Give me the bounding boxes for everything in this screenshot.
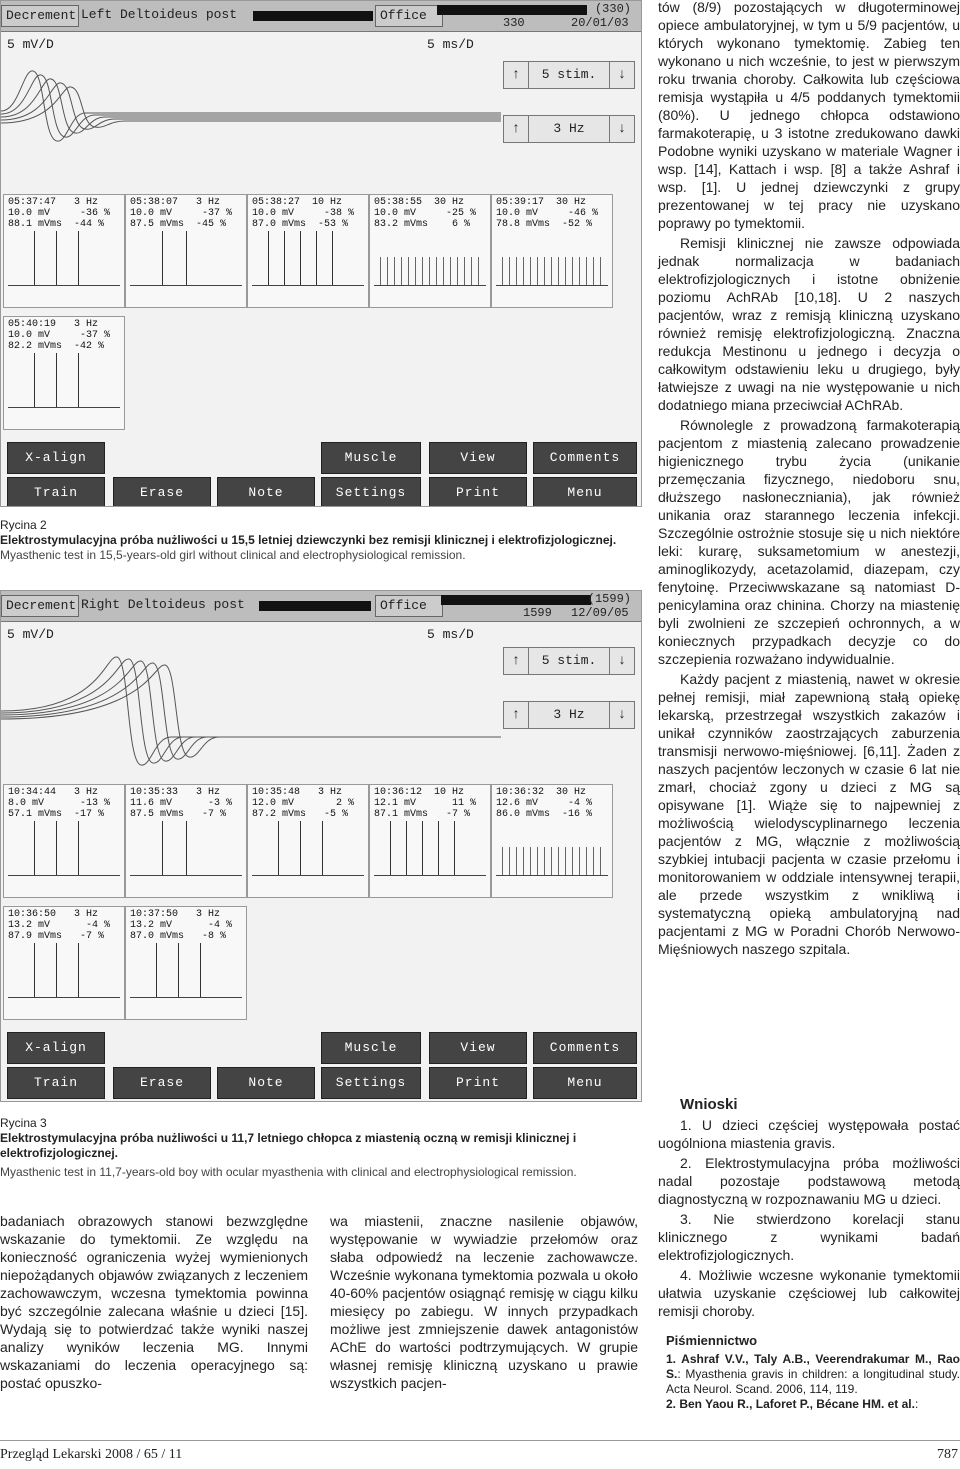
- exam-date: 20/01/03: [571, 16, 629, 30]
- thumb-freq: 30 Hz: [434, 197, 465, 208]
- thumb-amp: 13.2 mV: [8, 920, 51, 931]
- decrement-label: Decrement: [1, 5, 79, 27]
- thumb-pct1: -4 %: [568, 798, 593, 809]
- spike-train: [380, 257, 484, 285]
- thumb-area: 83.2 mVms: [374, 219, 429, 230]
- train-thumbnail[interactable]: [369, 194, 491, 308]
- x-scale: 5 ms/D: [427, 627, 474, 642]
- baseline: [8, 875, 120, 876]
- spike: [78, 943, 79, 997]
- thumb-pct2: -7 %: [202, 809, 227, 820]
- thumb-pct2: -42 %: [74, 341, 105, 352]
- spike: [56, 353, 57, 407]
- freq-value: 3 Hz: [553, 121, 585, 136]
- baseline: [130, 997, 242, 998]
- body-column-right: [658, 0, 960, 960]
- baseline: [8, 997, 120, 998]
- spike: [186, 821, 187, 875]
- baseline: [496, 875, 608, 876]
- ref-authors: 2. Ben Yaou R., Laforet P., Bécane HM. et al.: [666, 1397, 915, 1411]
- train-thumbnail[interactable]: [125, 784, 247, 898]
- caption-polish: Elektrostymulacyjna próba nużliwości u 15,5 letniej dziewczynki bez remisji klinicznej i elektrofizjologicznej.: [0, 533, 617, 547]
- conclusion-item: 4. Możliwie wczesne wykonanie tymektomii ułatwia uzyskanie częściowej lub całkowitej remisji choroby.: [658, 1267, 960, 1319]
- thumb-freq: 10 Hz: [312, 197, 343, 208]
- thumb-time: 10:35:33: [130, 787, 179, 798]
- patient-id: 330: [503, 16, 525, 30]
- conclusion-item: 2. Elektrostymulacyjna próba możliwości nadal pozostaje podstawową metodą diagnostyczną w rozpoznawaniu MG u dzieci.: [658, 1155, 960, 1207]
- decrement-label: Decrement: [1, 595, 79, 617]
- thumb-amp: 11.6 mV: [130, 798, 173, 809]
- baseline: [130, 875, 242, 876]
- body-column-left: [0, 1212, 308, 1394]
- view-button[interactable]: View: [429, 442, 527, 474]
- thumb-pct1: -13 %: [80, 798, 111, 809]
- thumb-pct1: -25 %: [446, 208, 477, 219]
- muscle-button[interactable]: Muscle: [321, 1032, 421, 1064]
- thumb-amp: 12.6 mV: [496, 798, 539, 809]
- thumb-amp: 10.0 mV: [8, 330, 51, 341]
- thumb-time: 10:35:48: [252, 787, 301, 798]
- spike: [332, 231, 333, 285]
- spike: [56, 821, 57, 875]
- patient-id-top: (330): [594, 2, 631, 16]
- thumb-time: 10:37:50: [130, 909, 179, 920]
- spike: [178, 943, 179, 997]
- stim-stepper[interactable]: [503, 647, 635, 675]
- body-paragraph: badaniach obrazowych stanowi bezwzględne wskazanie do tymektomii. Ze względu na konieczność ograniczenia wyżej wymienionych niepożądanych objawów związanych z leczeniem zachowawczym, wczesna tymektomia powinna być szczególnie zalecana właśnie u dzieci [15]. Wydają się to potwierdzać także wyniki naszej analizy wyników leczenia MG. Innymi wskazaniami do leczenia operacyjnego są: postać opuszko-: [0, 1213, 308, 1391]
- thumb-area: 87.1 mVms: [374, 809, 429, 820]
- conclusion-item: 3. Nie stwierdzono korelacji stanu klinicznego z wynikami badań elektrofizjologicznych.: [658, 1211, 960, 1263]
- up-arrow-icon[interactable]: ↑: [504, 702, 529, 728]
- ref-text: : Myasthenia gravis in children: a longitudinal study. Acta Neurol. Scand. 2006, 114, 119.: [666, 1367, 960, 1396]
- thumb-time: 05:39:17: [496, 197, 545, 208]
- caption-polish: Elektrostymulacyjna próba nużliwości u 11,7 letniego chłopca z miastenią oczną w remisji klinicznej i elektrofizjologicznej.: [0, 1131, 577, 1160]
- train-button[interactable]: Train: [7, 477, 105, 507]
- train-thumbnail[interactable]: [3, 194, 125, 308]
- train-thumbnail[interactable]: [247, 194, 369, 308]
- note-button[interactable]: Note: [217, 1067, 315, 1099]
- spike: [34, 821, 35, 875]
- office-label: Office: [375, 5, 443, 27]
- thumb-amp: 10.0 mV: [252, 208, 295, 219]
- thumb-pct1: -4 %: [208, 920, 233, 931]
- caption-english: Myasthenic test in 15,5-years-old girl without clinical and electrophysiological remission.: [0, 548, 466, 562]
- thumb-time: 05:38:27: [252, 197, 301, 208]
- thumb-freq: 3 Hz: [318, 787, 343, 798]
- baseline: [252, 285, 364, 286]
- spike: [390, 821, 391, 875]
- emg-titlebar: [1, 591, 641, 622]
- down-arrow-icon[interactable]: ↓: [609, 648, 634, 674]
- spike: [316, 231, 317, 285]
- up-arrow-icon[interactable]: ↑: [504, 62, 529, 88]
- spike: [34, 943, 35, 997]
- thumb-amp: 10.0 mV: [374, 208, 417, 219]
- spike: [300, 231, 301, 285]
- thumb-pct1: -37 %: [80, 330, 111, 341]
- thumb-time: 10:36:32: [496, 787, 545, 798]
- freq-stepper[interactable]: [503, 115, 635, 143]
- spike: [78, 353, 79, 407]
- thumb-time: 05:37:47: [8, 197, 57, 208]
- thumb-amp: 10.0 mV: [496, 208, 539, 219]
- reference-item: [666, 1397, 960, 1412]
- thumb-amp: 12.0 mV: [252, 798, 295, 809]
- menu-button[interactable]: Menu: [533, 1067, 637, 1099]
- thumb-freq: 3 Hz: [74, 319, 99, 330]
- thumb-pct1: -36 %: [80, 208, 111, 219]
- references-heading: Piśmiennictwo: [666, 1333, 758, 1348]
- spike: [300, 821, 301, 875]
- x-align-button[interactable]: X-align: [7, 442, 105, 474]
- baseline: [252, 875, 364, 876]
- spike: [78, 821, 79, 875]
- thumb-time: 05:40:19: [8, 319, 57, 330]
- stim-value: 5 stim.: [541, 67, 597, 82]
- thumb-amp: 8.0 mV: [8, 798, 45, 809]
- x-align-button[interactable]: X-align: [7, 1032, 105, 1064]
- thumb-pct2: -7 %: [446, 809, 471, 820]
- redaction-bar: [259, 601, 371, 611]
- thumb-time: 10:36:12: [374, 787, 423, 798]
- body-paragraph: wa miastenii, znaczne nasilenie objawów, występowanie w wywiadzie przełomów oraz słaba odpowiedź na leczenie zachowawcze. Wcześnie wykonana tymektomia pozwala u około 40-60% pacjentów osiągnąć remisję w ciągu kilku miesięcy po zabiegu. W innych przypadkach możliwe jest zmniejszenie dawek antagonistów AChE do wartości podtrzymujących. W grupie własnej remisję kliniczną uzyskano u prawie wszystkich pacjen-: [330, 1213, 638, 1391]
- caption-label: Rycina 3: [0, 1116, 47, 1130]
- thumb-freq: 3 Hz: [196, 197, 221, 208]
- train-button[interactable]: Train: [7, 1067, 105, 1099]
- spike: [200, 943, 201, 997]
- waveform-plot: [1, 641, 501, 771]
- train-thumbnail[interactable]: [247, 784, 369, 898]
- thumb-freq: 3 Hz: [196, 787, 221, 798]
- spike: [78, 231, 79, 285]
- spike: [56, 231, 57, 285]
- thumb-area: 82.2 mVms: [8, 341, 63, 352]
- thumb-pct2: -8 %: [202, 931, 227, 942]
- thumb-pct1: -37 %: [202, 208, 233, 219]
- thumb-freq: 30 Hz: [556, 787, 587, 798]
- comments-button[interactable]: Comments: [533, 442, 637, 474]
- spike: [34, 353, 35, 407]
- thumb-pct2: -45 %: [196, 219, 227, 230]
- freq-value: 3 Hz: [553, 707, 585, 722]
- conclusion-item: 1. U dzieci częściej występowała postać uogólniona miastenia gravis.: [658, 1117, 960, 1151]
- thumb-area: 78.8 mVms: [496, 219, 551, 230]
- comments-button[interactable]: Comments: [533, 1032, 637, 1064]
- redaction-bar: [441, 595, 591, 605]
- print-button[interactable]: Print: [429, 477, 527, 507]
- thumb-pct1: -4 %: [86, 920, 111, 931]
- stim-value: 5 stim.: [541, 653, 597, 668]
- muscle-label: Right Deltoideus post: [81, 597, 245, 612]
- thumb-pct1: -46 %: [568, 208, 599, 219]
- muscle-button[interactable]: Muscle: [321, 442, 421, 474]
- thumb-time: 10:36:50: [8, 909, 57, 920]
- body-paragraph: Remisji klinicznej nie zawsze odpowiada jednak normalizacja w badaniach elektrofizjologicznych i istotne obniżenie poziomu AchRAb [10,18]. U 2 naszych pacjentów, wraz z remisją kliniczną uzyskano również remisję elektrofizjologiczną. Znaczna redukcja Mestinonu u jednego i decyzja o całkowitym odstawieniu leku u drugiego, były łatwiejsze z uwagi na nie występowanie u nich dodatniego miana przeciwciał AChRAb.: [658, 235, 960, 413]
- baseline: [8, 285, 120, 286]
- down-arrow-icon[interactable]: ↓: [609, 62, 634, 88]
- section-heading: Wnioski: [680, 1096, 738, 1113]
- spike: [268, 231, 269, 285]
- spike: [322, 821, 323, 875]
- spike: [422, 821, 423, 875]
- train-thumbnail[interactable]: [3, 316, 125, 430]
- spike: [406, 821, 407, 875]
- thumb-amp: 10.0 mV: [130, 208, 173, 219]
- train-thumbnail[interactable]: [3, 784, 125, 898]
- thumb-amp: 13.2 mV: [130, 920, 173, 931]
- thumb-area: 87.0 mVms: [130, 931, 185, 942]
- stim-stepper[interactable]: [503, 61, 635, 89]
- body-paragraph: Równolegle z prowadzoną farmakoterapią pacjentom z miastenią zalecano prowadzenie higienicznego trybu życia (unikanie przemęczania fizycznego, niedoboru snu, dłuższego nasłoneczniania), jak również unikania oraz starannego leczenia infekcji. Szczególnie ostrożnie stosuje się u nich niektóre leki: kurarę, suksametomium w anestezji, aminoglikozydy, acetazolamid, diazepam, czy fenytoinę. Przeciwwskazane są natomiast D-penicylamina oraz chinina. Chorzy na miastenię byli zwolnieni ze szczepień ochronnych, a w koniecznych przypadkach decyzje co do szczepienia rozważano indywidualnie.: [658, 417, 960, 667]
- spike: [438, 821, 439, 875]
- train-thumbnail[interactable]: [125, 906, 247, 1020]
- settings-button[interactable]: Settings: [321, 477, 421, 507]
- thumb-pct2: 6 %: [452, 219, 471, 230]
- thumb-area: 87.0 mVms: [252, 219, 307, 230]
- print-button[interactable]: Print: [429, 1067, 527, 1099]
- figure-caption: [0, 518, 640, 563]
- spike-train: [502, 257, 606, 285]
- spike: [162, 231, 163, 285]
- up-arrow-icon[interactable]: ↑: [504, 116, 529, 142]
- spike-train: [502, 847, 606, 875]
- emg-figure-1: [0, 0, 642, 507]
- thumb-freq: 3 Hz: [74, 909, 99, 920]
- thumb-freq: 3 Hz: [74, 787, 99, 798]
- thumb-amp: 10.0 mV: [8, 208, 51, 219]
- thumb-freq: 3 Hz: [196, 909, 221, 920]
- thumb-pct1: 11 %: [452, 798, 477, 809]
- thumb-area: 87.2 mVms: [252, 809, 307, 820]
- spike: [454, 821, 455, 875]
- train-thumbnail[interactable]: [491, 784, 613, 898]
- spike: [162, 821, 163, 875]
- view-button[interactable]: View: [429, 1032, 527, 1064]
- page-number: 787: [937, 1447, 958, 1462]
- baseline: [374, 285, 486, 286]
- thumb-pct1: -38 %: [324, 208, 355, 219]
- body-column-middle: [330, 1212, 638, 1394]
- reference-item: [666, 1352, 960, 1397]
- redaction-bar: [253, 11, 373, 21]
- spike: [278, 821, 279, 875]
- note-button[interactable]: Note: [217, 477, 315, 507]
- y-scale: 5 mV/D: [7, 627, 54, 642]
- thumb-pct2: -44 %: [74, 219, 105, 230]
- thumb-amp: 12.1 mV: [374, 798, 417, 809]
- thumb-area: 87.5 mVms: [130, 809, 185, 820]
- train-thumbnail[interactable]: [3, 906, 125, 1020]
- thumb-area: 88.1 mVms: [8, 219, 63, 230]
- erase-button[interactable]: Erase: [113, 1067, 211, 1099]
- thumb-area: 57.1 mVms: [8, 809, 63, 820]
- spike: [156, 943, 157, 997]
- office-label: Office: [375, 595, 443, 617]
- thumb-pct1: -3 %: [208, 798, 233, 809]
- baseline: [8, 407, 120, 408]
- spike: [56, 943, 57, 997]
- journal-footer: Przegląd Lekarski 2008 / 65 / 11: [0, 1447, 183, 1462]
- waveform-plot: [1, 51, 501, 181]
- thumb-pct2: -16 %: [562, 809, 593, 820]
- baseline: [374, 875, 486, 876]
- x-scale: 5 ms/D: [427, 37, 474, 52]
- thumb-pct2: -17 %: [74, 809, 105, 820]
- thumb-freq: 3 Hz: [74, 197, 99, 208]
- muscle-label: Left Deltoideus post: [81, 7, 238, 22]
- spike: [186, 231, 187, 285]
- body-paragraph: tów (8/9) pozostających w długoterminowej opiece ambulatoryjnej, w tym u 5/9 pacjentów, u których wykonano tymektomię. Zabieg ten wykonano u nich wcześnie, to jest w pierwszym roku trwania choroby. Całkowita lub częściowa remisja wystąpiła u 4/5 poddanych tymektomii (80%). U jednego chłopca odstawiono farmakoterapię, u 3 istotne zredukowano dawki Podobne wyniki uzyskano w materiale Wagner i wsp. [14], Kattach i wsp. [8] a także Ashraf i wsp. [1]. U jednej dziewczynki z grupy prezentowanej w tej pracy nie uzyskano poprawy po tymektomii.: [658, 0, 960, 231]
- conclusions-section: [658, 1088, 960, 1412]
- freq-stepper[interactable]: [503, 701, 635, 729]
- settings-button[interactable]: Settings: [321, 1067, 421, 1099]
- up-arrow-icon[interactable]: ↑: [504, 648, 529, 674]
- redaction-bar: [437, 5, 587, 15]
- thumb-pct2: -5 %: [324, 809, 349, 820]
- thumb-time: 05:38:07: [130, 197, 179, 208]
- baseline: [496, 285, 608, 286]
- footer-rule: [0, 1440, 960, 1441]
- ref-text: :: [914, 1397, 919, 1411]
- menu-button[interactable]: Menu: [533, 477, 637, 507]
- exam-date: 12/09/05: [571, 606, 629, 620]
- thumb-time: 05:38:55: [374, 197, 423, 208]
- caption-label: Rycina 2: [0, 518, 47, 532]
- patient-id-top: (1599): [587, 592, 631, 606]
- train-thumbnail[interactable]: [491, 194, 613, 308]
- thumb-area: 87.5 mVms: [130, 219, 185, 230]
- emg-figure-2: [0, 590, 642, 1102]
- thumb-pct2: -7 %: [80, 931, 105, 942]
- thumb-time: 10:34:44: [8, 787, 57, 798]
- erase-button[interactable]: Erase: [113, 477, 211, 507]
- thumb-pct1: 2 %: [336, 798, 355, 809]
- down-arrow-icon[interactable]: ↓: [609, 116, 634, 142]
- body-paragraph: Każdy pacjent z miastenią, nawet w okresie pełnej remisji, miał zapewnioną stałą opiekę lekarską, przestrzegał wszystkich zakazów i unikał czynników zaostrzających zaburzenia transmisji nerwowo-mięśniowej. [6,11]. Żaden z naszych pacjentów leczonych w czasie 6 lat nie zmarł, chociaż zgony u dzieci z MG są opisywane [1]. Wiąże się to najpewniej z możliwością wielodyscyplinarnego leczenia pacjentów z MG, włącznie z możliwością szybkiej intubacji pacjenta w czasie przełomu i monitorowaniem w oddziale intensywnej terapii, ale przede wszystkim z wnikliwą i systematyczną opieką ambulatoryjną nad pacjentami z MG w Poradni Chorób Nerwowo-Mięśniowych naszego szpitala.: [658, 671, 960, 957]
- baseline: [130, 285, 242, 286]
- thumb-freq: 30 Hz: [556, 197, 587, 208]
- emg-titlebar: [1, 1, 641, 32]
- thumb-pct2: -52 %: [562, 219, 593, 230]
- train-thumbnail[interactable]: [369, 784, 491, 898]
- thumb-area: 87.9 mVms: [8, 931, 63, 942]
- patient-id: 1599: [523, 606, 552, 620]
- down-arrow-icon[interactable]: ↓: [609, 702, 634, 728]
- spike: [284, 231, 285, 285]
- figure-caption: [0, 1116, 640, 1180]
- thumb-pct2: -53 %: [318, 219, 349, 230]
- thumb-area: 86.0 mVms: [496, 809, 551, 820]
- caption-english: Myasthenic test in 11,7-years-old boy with ocular myasthenia with clinical and electrophysiological remission.: [0, 1165, 577, 1179]
- thumb-freq: 10 Hz: [434, 787, 465, 798]
- y-scale: 5 mV/D: [7, 37, 54, 52]
- train-thumbnail[interactable]: [125, 194, 247, 308]
- ref-authors: 1. Ashraf V.V., Taly A.B., Veerendrakumar M., Rao S.: [666, 1352, 960, 1381]
- spike: [34, 231, 35, 285]
